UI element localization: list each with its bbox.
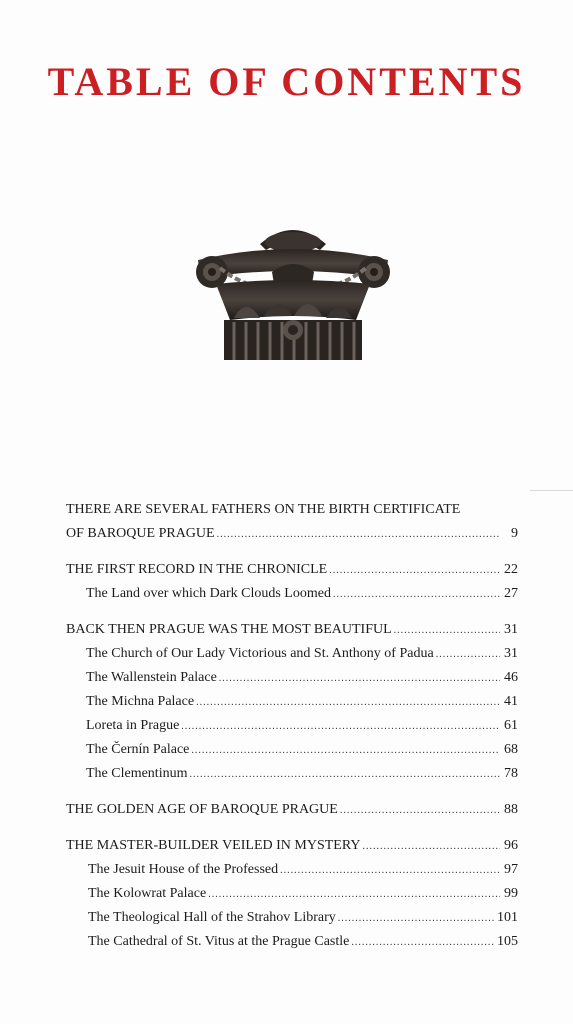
- page-number: 99: [504, 886, 518, 901]
- toc-subentry-label: The Kolowrat Palace: [88, 886, 207, 901]
- page-number: 68: [504, 742, 518, 757]
- toc-subentry[interactable]: [66, 906, 518, 930]
- toc-subentry[interactable]: [66, 882, 518, 906]
- page-number: 31: [504, 646, 518, 661]
- toc-entry[interactable]: [66, 618, 518, 642]
- dot-leader: [329, 558, 500, 583]
- toc-entry[interactable]: [66, 834, 518, 858]
- dot-leader: [191, 738, 500, 763]
- dot-leader: [280, 858, 500, 883]
- page-number: 96: [504, 838, 518, 853]
- dot-leader: [351, 930, 495, 955]
- toc-subentry[interactable]: [66, 666, 518, 690]
- page-number: 101: [497, 910, 518, 925]
- dot-leader: [219, 666, 500, 691]
- toc-subentry-label: Loreta in Prague: [86, 718, 180, 733]
- toc-section: [66, 558, 518, 606]
- dot-leader: [363, 834, 500, 859]
- toc-subentry-label: The Michna Palace: [86, 694, 195, 709]
- toc-heading: THE GOLDEN AGE OF BAROQUE PRAGUE: [66, 802, 338, 817]
- dot-leader: [340, 798, 500, 823]
- toc-subentry-label: The Wallenstein Palace: [86, 670, 217, 685]
- toc-subentry[interactable]: [66, 738, 518, 762]
- dot-leader: [333, 582, 500, 607]
- page-number: 46: [504, 670, 518, 685]
- toc-subentry-label: The Theological Hall of the Strahov Library: [88, 910, 336, 925]
- table-of-contents: [66, 498, 518, 966]
- toc-entry[interactable]: [66, 798, 518, 822]
- page-title: TABLE OF CONTENTS: [47, 59, 526, 104]
- toc-section: [66, 834, 518, 954]
- page-number: 41: [504, 694, 518, 709]
- toc-subentry-label: The Clementinum: [86, 766, 188, 781]
- toc-heading: OF BAROQUE PRAGUE: [66, 526, 215, 541]
- dot-leader: [394, 618, 500, 643]
- toc-heading: THE MASTER-BUILDER VEILED IN MYSTERY: [66, 838, 361, 853]
- page-number: 9: [511, 526, 518, 541]
- dot-leader: [217, 522, 500, 547]
- toc-subentry[interactable]: [66, 642, 518, 666]
- dot-leader: [196, 690, 500, 715]
- toc-subentry[interactable]: [66, 714, 518, 738]
- page-number: 78: [504, 766, 518, 781]
- page-number: 61: [504, 718, 518, 733]
- toc-subentry[interactable]: [66, 690, 518, 714]
- toc-subentry-label: The Cathedral of St. Vitus at the Prague Castle: [88, 934, 350, 949]
- toc-subentry[interactable]: [66, 582, 518, 606]
- page-number: 31: [504, 622, 518, 637]
- toc-subentry-label: The Jesuit House of the Professed: [88, 862, 279, 877]
- toc-entry[interactable]: [66, 558, 518, 582]
- toc-subentry-label: The Land over which Dark Clouds Loomed: [86, 586, 331, 601]
- dot-leader: [338, 906, 495, 931]
- toc-heading: THE FIRST RECORD IN THE CHRONICLE: [66, 562, 328, 577]
- toc-subentry[interactable]: [66, 930, 518, 954]
- toc-heading: BACK THEN PRAGUE WAS THE MOST BEAUTIFUL: [66, 622, 392, 637]
- scan-edge-line: [530, 490, 573, 491]
- page-number: 88: [504, 802, 518, 817]
- page-number: 97: [504, 862, 518, 877]
- toc-subentry[interactable]: [66, 858, 518, 882]
- dot-leader: [436, 642, 500, 667]
- toc-subentry-label: The Church of Our Lady Victorious and St. Anthony of Padua: [86, 646, 434, 661]
- dot-leader: [189, 762, 500, 787]
- toc-heading: THERE ARE SEVERAL FATHERS ON THE BIRTH CERTIFICATE: [66, 502, 461, 517]
- toc-entry[interactable]: [66, 522, 518, 546]
- toc-subentry[interactable]: [66, 762, 518, 786]
- dot-leader: [181, 714, 500, 739]
- page-number: 27: [504, 586, 518, 601]
- page-number: 22: [504, 562, 518, 577]
- corinthian-capital-icon: [190, 220, 396, 362]
- toc-section: [66, 498, 518, 546]
- page-number: 105: [497, 934, 518, 949]
- toc-section: [66, 618, 518, 786]
- toc-section: [66, 798, 518, 822]
- dot-leader: [208, 882, 500, 907]
- toc-subentry-label: The Černín Palace: [86, 742, 190, 757]
